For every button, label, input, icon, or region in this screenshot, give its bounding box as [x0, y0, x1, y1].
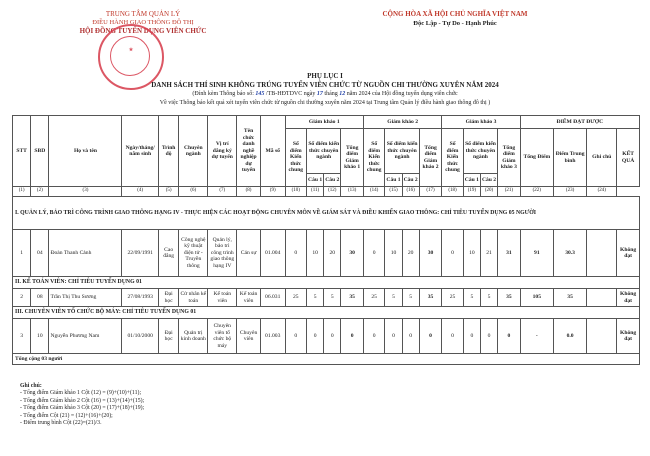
- section-heading: II. KẾ TOÁN VIÊN: CHỈ TIÊU TUYỂN DỤNG 01: [13, 277, 640, 289]
- candidate-name: Nguyễn Phương Nam: [49, 319, 122, 354]
- note-line: - Tổng điểm Giám khảo 2 Cột (16) = (13)+(14)+(15);: [20, 397, 145, 404]
- g2-total: Tổng điểm Giám khảo 2: [419, 129, 442, 187]
- section-heading: I. QUẢN LÝ, BẢO TRÌ CÔNG TRÌNH GIAO THÔNG HẠNG IV - THỰC HIỆN CÁC HOẠT ĐỘNG CHUYÊN MÔN VỀ GIÁM SÁT VÀ ĐIỀU KHIỂN GIAO THÔNG: CHỈ TIÊU TUYỂN DỤNG 05 NGƯỜI: [13, 197, 640, 230]
- g3-q2: Câu 2: [480, 174, 497, 187]
- g1-q2: Câu 2: [324, 174, 341, 187]
- col-name: Họ và tên: [49, 116, 122, 187]
- g3-special: Số điểm kiến thức chuyên ngành: [463, 129, 497, 174]
- document-title: [0, 72, 650, 108]
- handwritten-day: 17: [316, 91, 323, 97]
- results-table: [12, 115, 640, 365]
- col-code: Mã số: [260, 116, 285, 187]
- g3-total: Tổng điểm Giám khảo 3: [498, 129, 521, 187]
- country-name: CỘNG HÒA XÃ HỘI CHỦ NGHĨA VIỆT NAM: [382, 10, 528, 18]
- g2-q2: Câu 2: [402, 174, 419, 187]
- g1-q1: Câu 1: [307, 174, 324, 187]
- col-title: Tên chức danh nghề nghiệp dự tuyển: [237, 116, 261, 187]
- col-dob: Ngày/tháng/ năm sinh: [122, 116, 158, 187]
- col-total: Tổng Điểm: [520, 129, 553, 187]
- g3-basic: Số điểm Kiến thức chung: [442, 129, 463, 187]
- g1-total: Tổng điểm Giám khảo 1: [341, 129, 364, 187]
- table-row: 2 08 Trần Thị Thu Sương 27/08/1993 Đại học Cử nhân kế toán Kế toán viên Kế toán viên 06.031 25 5 5 35 25 5 5 35 25 5 5 35 105 35 Không đạt: [13, 289, 640, 307]
- index-row: (1) (2) (3) (4) (5) (6) (7) (8) (9) (10) (11) (12) (13) (14) (15) (16) (17) (18) (19) (20) (21) (22) (23) (24): [13, 187, 640, 197]
- g3-q1: Câu 1: [463, 174, 480, 187]
- col-g2: Giám khảo 2: [363, 116, 441, 129]
- result-cell: Không đạt: [617, 230, 640, 277]
- table-row: 1 04 Đoàn Thanh Cảnh 22/09/1991 Cao đẳng Công nghệ kỹ thuật điện tử - Truyền thông Quản lý, bảo trì công trình giao thông hạng IV Cán sự 01.004 0 10 20 30 0 10 20 30 0 10 21 31 91 30.3 Không đạt: [13, 230, 640, 277]
- col-position: Vị trí đăng ký dự tuyển: [208, 116, 237, 187]
- g2-q1: Câu 1: [385, 174, 402, 187]
- subject-line: Về việc Thông báo kết quả xét tuyển viên chức từ nguồn chi thường xuyên năm 2024 tại Trung tâm Quản lý điều hành giao thông đô thị ): [159, 100, 491, 106]
- org-line1: TRUNG TÂM QUẢN LÝ: [105, 10, 181, 18]
- appendix-label: PHỤ LỤC I: [307, 72, 343, 80]
- handwritten-month: 12: [339, 91, 346, 97]
- note-line: - Điểm trung bình Cột (22)=(21)/3.: [20, 420, 102, 427]
- reference-line: (Đính kèm Thông báo số: 145 /TB-HĐTDVC ngày 17 tháng 12 năm 2024 của Hội đồng tuyển dụng viên chức: [192, 91, 458, 97]
- note-line: - Tổng điểm Giám khảo 3 Cột (20) = (17)+(18)+(19);: [20, 405, 145, 412]
- result-cell: Không đạt: [617, 289, 640, 307]
- notes-label: Ghi chú:: [20, 383, 42, 389]
- col-result: KẾT QUẢ: [617, 129, 640, 187]
- section-heading: III. CHUYÊN VIÊN TỔ CHỨC BỘ MÁY: CHỈ TIÊU TUYỂN DỤNG 01: [13, 307, 640, 319]
- g1-basic: Số điểm Kiến thức chung: [285, 129, 306, 187]
- col-score: ĐIỂM ĐẠT ĐƯỢC: [520, 116, 639, 129]
- g2-special: Số điểm kiến thức chuyên ngành: [385, 129, 419, 174]
- org-line2: ĐIỀU HÀNH GIAO THÔNG ĐÔ THỊ: [92, 18, 194, 26]
- candidate-name: Đoàn Thanh Cảnh: [49, 230, 122, 277]
- g1-special: Số điểm kiến thức chuyên ngành: [307, 129, 341, 174]
- main-title: DANH SÁCH THÍ SINH KHÔNG TRÚNG TUYỂN VIÊN CHỨC TỪ NGUỒN CHI THƯỜNG XUYÊN NĂM 2024: [151, 81, 499, 89]
- candidate-name: Trần Thị Thu Sương: [49, 289, 122, 307]
- note-line: - Tổng điểm Cột (21) = (12)+(16)+(20);: [20, 412, 113, 419]
- col-major: Chuyên ngành: [179, 116, 208, 187]
- total-row: Tổng cộng 03 người: [13, 354, 640, 365]
- stamp-text: ★: [128, 48, 134, 53]
- g2-basic: Số điểm Kiến thức chung: [363, 129, 384, 187]
- org-line3: HỘI ĐỒNG TUYỂN DỤNG VIÊN CHỨC: [79, 27, 207, 35]
- col-sbd: SBD: [31, 116, 49, 187]
- notes-block: [20, 383, 144, 427]
- col-avg: Điểm Trung bình: [553, 129, 586, 187]
- note-line: - Tổng điểm Giám khảo 1 Cột (12) = (9)+(10)+(11);: [20, 390, 142, 397]
- result-cell: Không đạt: [617, 319, 640, 354]
- col-level: Trình độ: [158, 116, 178, 187]
- col-g3: Giám khảo 3: [442, 116, 520, 129]
- col-note: Ghi chú: [587, 129, 617, 187]
- table-row: 3 10 Nguyễn Phương Nam 01/10/2000 Đại học Quản trị kinh doanh Chuyên viên tổ chức bộ máy Chuyên viên 01.003 0 0 0 0 0 0 0 0 0 0 0 0 - 0.0 Không đạt: [13, 319, 640, 354]
- national-header: [340, 10, 570, 28]
- national-motto: Độc Lập - Tự Do - Hạnh Phúc: [413, 20, 497, 27]
- col-stt: STT: [13, 116, 31, 187]
- col-g1: Giám khảo 1: [285, 116, 363, 129]
- handwritten-number: 145: [255, 91, 265, 97]
